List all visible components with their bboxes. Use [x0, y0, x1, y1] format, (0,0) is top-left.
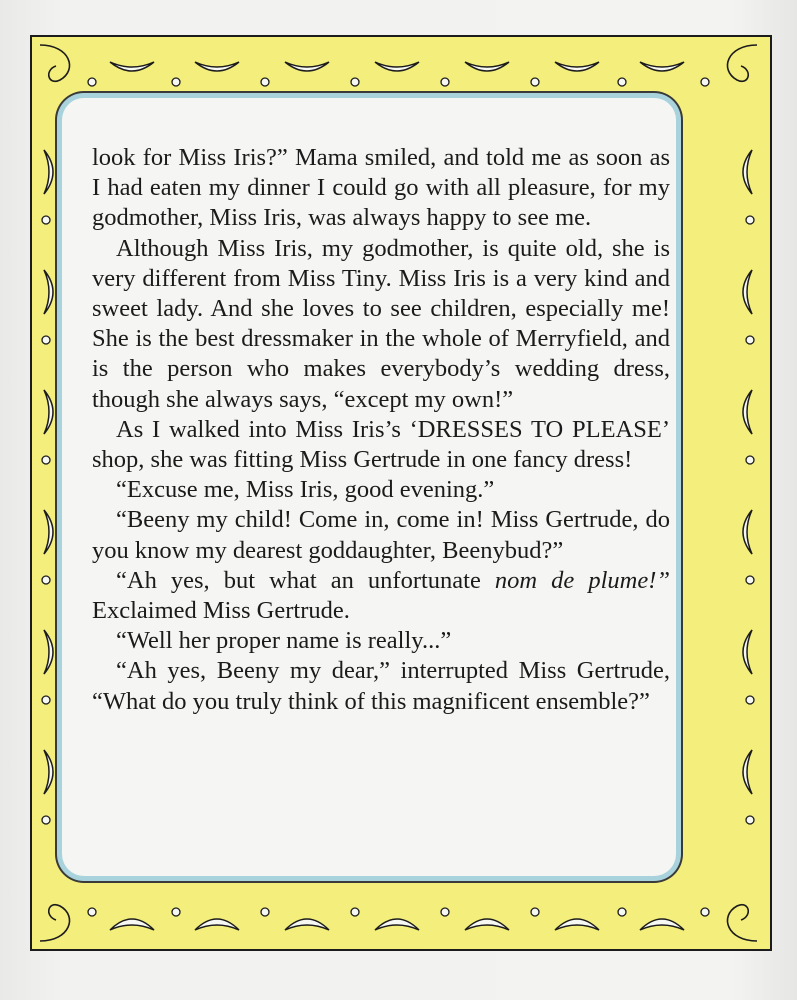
- text-run: “Ah yes, but what an unfortunate: [116, 566, 495, 594]
- paragraph: “Beeny my child! Come in, come in! Miss Gertrude, do you know my dearest goddaughter, Beenybud?”: [92, 506, 670, 564]
- story-text: [92, 143, 670, 717]
- paragraph: “Well her proper name is really...”: [116, 627, 452, 655]
- paragraph: “Excuse me, Miss Iris, good evening.”: [116, 476, 495, 504]
- paragraph: look for Miss Iris?” Mama smiled, and told me as soon as I had eaten my dinner I could go with all pleasure, for my godmother, Miss Iris, was always happy to see me.: [92, 144, 670, 232]
- paragraph: [92, 566, 670, 626]
- paragraph: As I walked into Miss Iris’s ‘DRESSES TO PLEASE’ shop, she was fitting Miss Gertrude in one fancy dress!: [92, 415, 670, 474]
- paragraph: Although Miss Iris, my godmother, is quite old, she is very different from Miss Tiny. Miss Iris is a very kind and sweet lady. And she loves to see children, especially me! She is the best dressmaker in the whole of Merryfield, and is the person who makes everybody’s wedding dress, though she always says, “except my own!”: [92, 234, 670, 413]
- italic-phrase: nom de plume!”: [494, 566, 670, 594]
- text-run: Exclaimed Miss Gertrude.: [92, 597, 350, 625]
- paragraph: “Ah yes, Beeny my dear,” interrupted Miss Gertrude, “What do you truly think of this magnificent ensemble?”: [92, 657, 670, 715]
